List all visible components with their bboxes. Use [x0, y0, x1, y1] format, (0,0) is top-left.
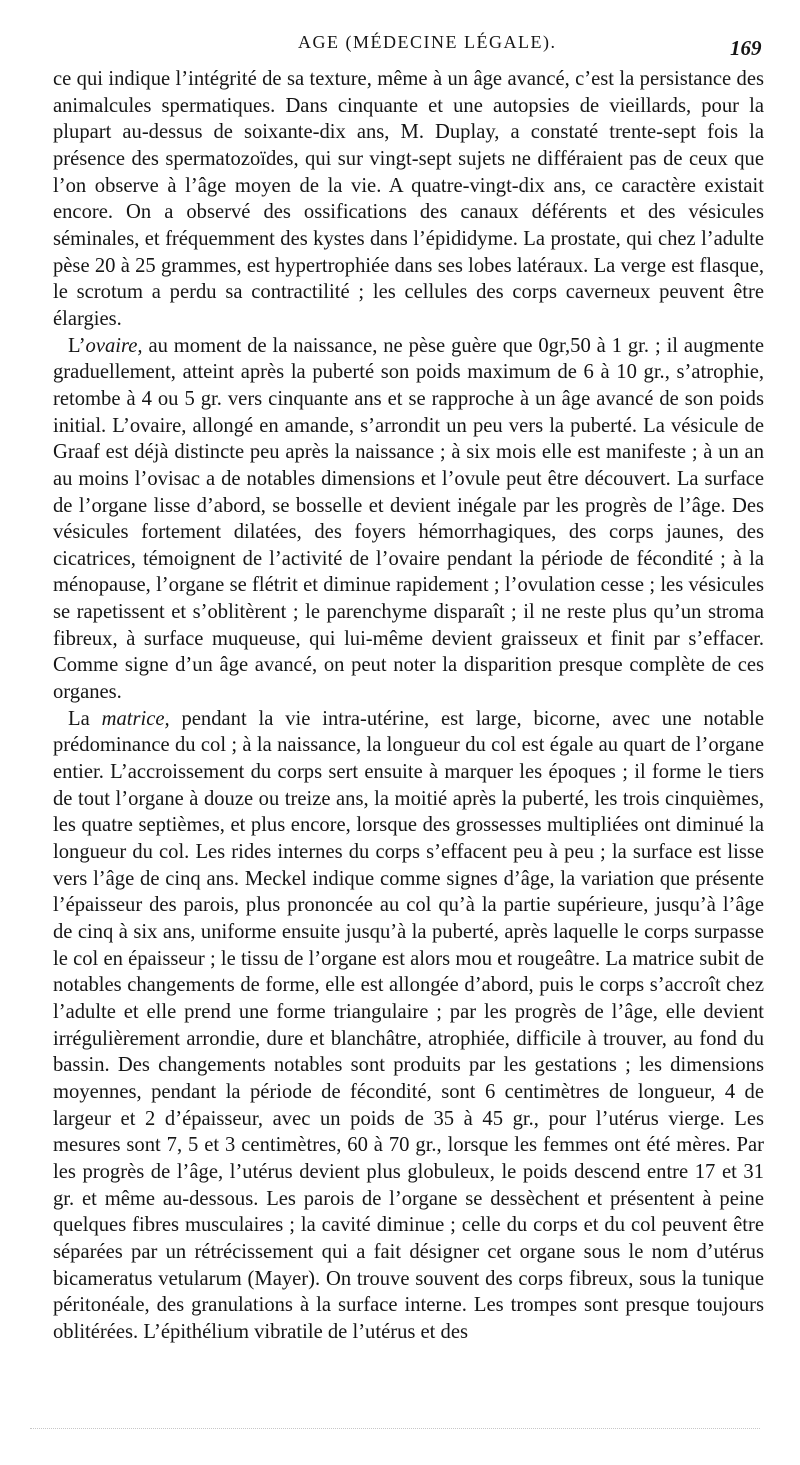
paragraph-continuation: [53, 66, 764, 333]
page-number: 169: [730, 36, 762, 60]
paragraph-text: ce qui indique l’intégrité de sa texture, même à un âge avancé, c’est la persistance des animalcules spermatiques. Dans cinquante et une autopsies de vieillards, pour la plupart au-dessus de soixante-dix ans, M. Duplay, a constaté trente-sept fois la présence des spermatozoïdes, qui sur vingt-sept sujets ne différaient pas de ceux que l’on observe à l’âge moyen de la vie. A quatre-vingt-dix ans, ce caractère existait encore. On a observé des ossifications des canaux déférents et des vésicules séminales, et fréquemment des kystes dans l’épididyme. La prostate, qui chez l’adulte pèse 20 à 25 grammes, est hypertrophiée dans ses lobes latéraux. La verge est flasque, le scrotum a perdu sa contractilité ; les cellules des corps caverneux peuvent être élargies.: [53, 68, 764, 330]
paragraph-lead: L’: [68, 334, 86, 357]
footer-rule: [30, 1428, 760, 1429]
paragraph-matrice: [53, 706, 764, 1346]
paragraph-text: au moment de la naissance, ne pèse guère que 0gr,50 à 1 gr. ; il augmente graduellement, atteint après la puberté son poids maximum de 6 à 10 gr., s’atrophie, retombe à 4 ou 5 gr. vers cinquante ans et se rapproche à un âge avancé de son poids initial. L’ovaire, allongé en amande, s’arrondit un peu vers la puberté. La vésicule de Graaf est déjà distincte peu après la naissance ; à six mois elle est manifeste ; à un an au moins l’ovisac a de notables dimensions et l’ovule peut être découvert. La surface de l’organe lisse d’abord, se bosselle et devient inégale par les progrès de l’âge. Des vésicules fortement dilatées, des foyers hémorrhagiques, des corps jaunes, des cicatrices, témoignent de l’activité de l’ovaire pendant la période de fécondité ; à la ménopause, l’organe se flétrit et diminue rapidement ; l’ovulation cesse ; les vésicules se rapetissent et s’oblitèrent ; le parenchyme disparaît ; il ne reste plus qu’un stroma fibreux, à surface muqueuse, qui lui-même devient graisseux et finit par s’effacer. Comme signe d’un âge avancé, on peut noter la disparition presque complète de ces organes.: [53, 334, 764, 704]
paragraph-term: matrice,: [101, 707, 170, 730]
body-text: [53, 66, 764, 1346]
paragraph-ovaire: [53, 333, 764, 706]
running-head: [0, 26, 800, 62]
paragraph-term: ovaire,: [85, 334, 143, 357]
running-title: AGE (MÉDECINE LÉGALE).: [298, 32, 557, 52]
paragraph-text: pendant la vie intra-utérine, est large, bicorne, avec une notable prédominance du col ; à la naissance, la longueur du col est égale au quart de l’organe entier. L’accroissement du corps sert ensuite à marquer les époques ; il forme le tiers de tout l’organe à douze ou treize ans, la moitié après la puberté, les trois cinquièmes, les quatre septièmes, et plus encore, lorsque des grossesses multipliées ont diminué la longueur du col. Les rides internes du corps s’effacent peu à peu ; la surface est lisse vers l’âge de cinq ans. Meckel indique comme signes d’âge, la variation que présente l’épaisseur des parois, plus prononcée au col qu’à la partie supérieure, jusqu’à l’âge de cinq à six ans, uniforme ensuite jusqu’à la puberté, après laquelle le corps surpasse le col en épaisseur ; le tissu de l’organe est alors mou et rougeâtre. La matrice subit de notables changements de forme, elle est allongée d’abord, puis le corps s’accroît chez l’adulte et elle prend une forme triangulaire ; par les progrès de l’âge, elle devient irrégulièrement arrondie, dure et blanchâtre, atrophiée, difficile à trouver, au fond du bassin. Des changements notables sont produits par les gestations ; les dimensions moyennes, pendant la période de fécondité, sont 6 centimètres de longueur, 4 de largeur et 2 d’épaisseur, avec un poids de 35 à 45 gr., pour l’utérus vierge. Les mesures sont 7, 5 et 3 centimètres, 60 à 70 gr., lorsque les femmes ont été mères. Par les progrès de l’âge, l’utérus devient plus globuleux, le poids descend entre 17 et 31 gr. et même au-dessous. Les parois de l’organe se dessèchent et présentent à peine quelques fibres musculaires ; la cavité diminue ; celle du corps et du col peuvent être séparées par un rétrécissement qui a fait désigner cet organe sous le nom d’utérus bicameratus vetularum (Mayer). On trouve souvent des corps fibreux, sous la tunique péritonéale, des granulations à la surface interne. Les trompes sont presque toujours oblitérées. L’épithélium vibratile de l’utérus et des: [53, 707, 764, 1343]
paragraph-lead: La: [68, 707, 102, 730]
